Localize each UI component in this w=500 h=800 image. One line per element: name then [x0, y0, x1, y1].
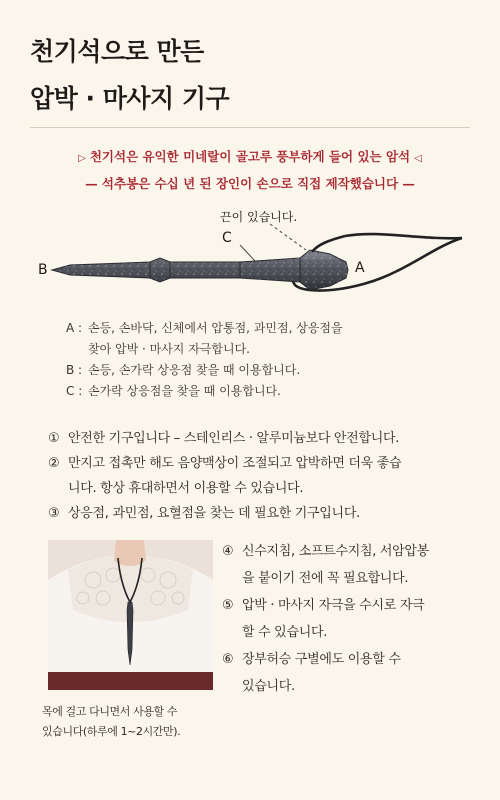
item-text-continued: 있습니다. [242, 679, 295, 694]
stone-texture [52, 250, 348, 290]
item-text: 안전한 기구입니다 – 스테인리스 · 알루미늄보다 안전합니다. [68, 431, 400, 446]
part-descriptions [66, 318, 466, 402]
cord-hole-note: 끈이 있습니다. [220, 210, 298, 224]
item-number: ③ [48, 506, 60, 521]
usage-photo [48, 540, 213, 690]
item-number: ① [48, 431, 60, 446]
item-number: ⑤ [222, 598, 234, 613]
title-divider [30, 127, 470, 128]
subheading-1 [0, 147, 500, 165]
item-text-continued: 을 붙이기 전에 꼭 필요합니다. [242, 571, 409, 586]
item-text: 압박 · 마사지 자극을 수시로 자극 [242, 598, 425, 613]
subheading-2: — 석추봉은 수십 년 된 장인이 손으로 직접 제작했습니다 — [85, 176, 415, 191]
desc-key: B : [66, 363, 83, 377]
pointer-c [240, 245, 256, 262]
list-item [222, 592, 482, 619]
title-line-2: 압박 · 마사지 기구 [30, 84, 230, 113]
desc-b [66, 360, 466, 381]
item-text: 만지고 접촉만 해도 음양맥상이 조절되고 압박하면 더욱 좋습 [68, 456, 402, 471]
subheading-1-text: 천기석은 유익한 미네랄이 골고루 풍부하게 들어 있는 암석 [89, 149, 411, 164]
list-item [222, 538, 482, 565]
photo-caption [42, 702, 222, 742]
triangle-right-icon: ▷ [78, 153, 86, 164]
list-item [48, 426, 478, 451]
person-wearing-pendant-image [48, 540, 213, 690]
desc-text: 손등, 손바닥, 신체에서 압통점, 과민점, 상응점을 [88, 321, 343, 335]
cord-upper [345, 234, 462, 238]
desc-a [66, 318, 466, 339]
product-diagram [0, 200, 500, 320]
item-text: 신수지침, 소프트수지침, 서암압봉 [242, 544, 429, 559]
label-a: A [355, 260, 365, 276]
feature-list [48, 426, 478, 526]
triangle-left-icon: ◁ [414, 153, 422, 164]
desc-key: A : [66, 321, 83, 335]
item-text-continued: 니다. 항상 휴대하면서 이용할 수 있습니다. [68, 481, 304, 496]
desc-text: 손가락 상응점을 찾을 때 이용합니다. [88, 384, 281, 398]
label-b: B [38, 262, 48, 278]
caption-line-1: 목에 걸고 다니면서 사용할 수 [42, 705, 178, 718]
list-item [222, 646, 482, 673]
desc-text: 손등, 손가락 상응점 찾을 때 이용합니다. [88, 363, 301, 377]
desc-a-continued: 찾아 압박 · 마사지 자극합니다. [88, 342, 250, 356]
label-c: C [222, 230, 232, 246]
item-text: 상응점, 과민점, 요혈점을 찾는 데 필요한 기구입니다. [68, 506, 360, 521]
desc-c [66, 381, 466, 402]
cord-loop [312, 236, 345, 252]
list-item [48, 501, 478, 526]
page-title [30, 28, 229, 122]
desc-key: C : [66, 384, 83, 398]
item-number: ⑥ [222, 652, 234, 667]
item-number: ④ [222, 544, 234, 559]
item-text-continued: 할 수 있습니다. [242, 625, 328, 640]
title-line-1: 천기석으로 만든 [30, 37, 204, 66]
feature-list-right [222, 538, 482, 700]
item-text: 장부허승 구별에도 이용할 수 [242, 652, 401, 667]
item-number: ② [48, 456, 60, 471]
pointer-hole [270, 224, 306, 250]
caption-line-2: 있습니다(하루에 1~2시간만). [42, 725, 181, 738]
list-item [48, 451, 478, 476]
